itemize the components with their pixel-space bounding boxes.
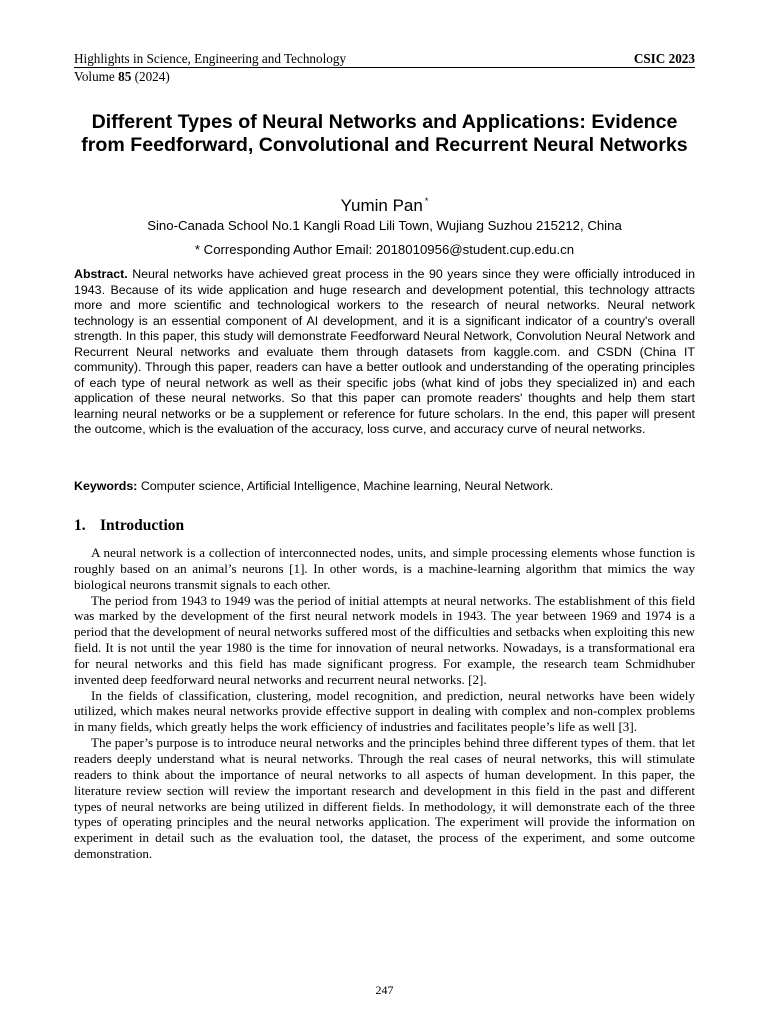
paragraph: In the fields of classification, clustering, model recognition, and prediction, neural networks have been widely utilized, which makes neural networks provide effective support in dealing with complex and non-complex problems in many fields, which greatly helps the work efficiency of industries and facilitates people’s life as well [3]. [74,687,695,735]
volume-number: 85 [118,69,132,84]
paragraph: The period from 1943 to 1949 was the period of initial attempts at neural networks. The establishment of this field was marked by the development of the first neural network models in 1943. The year between 1969 and 1974 is a period that the development of neural networks suffered most of the difficulties and setbacks when exploiting this new field. It is not until the year 1980 is the time for innovation of neural networks. Nowadays, is a transformational era for neural networks and this field has made significant progress. For example, the research team Schmidhuber invented deep feedforward neural networks and recurrent neural networks. [2]. [74,592,695,687]
abstract [74,267,695,438]
header-row [74,51,695,68]
keywords [74,479,695,495]
keywords-label: Keywords: [74,479,138,493]
running-header [74,51,695,84]
volume-line [74,69,695,84]
journal-name: Highlights in Science, Engineering and Technology [74,51,347,66]
conference-name: CSIC 2023 [633,51,695,66]
corresponding-email: * Corresponding Author Email: 2018010956@student.cup.edu.cn [194,242,575,257]
paragraph: A neural network is a collection of interconnected nodes, units, and simple processing elements whose function is roughly based on an animal’s neurons [1]. In other words, is a machine-learning algorithm that mimics the way biological neurons transmit signals to each other. [74,545,695,592]
volume-year: (2024) [134,69,170,84]
abstract-text: Neural networks have achieved great process in the 90 years since they were officially introduced in 1943. Because of its wide application and huge research and development potential, this technology attracts more and more scientific and technological workers to the research of neural networks. Neural network technology is an essential component of AI development, and it is a significant indicator of a country's overall strength. In this paper, this study will demonstrate Feedforward Neural Network, Convolution Neural Network and Recurrent Neural networks and evaluate them through datasets from kaggle.com. and CSDN (China IT community). Through this paper, readers can have a better outlook and understanding of the operating principles of each type of neural network as well as their specific jobs (what kind of jobs they specialized in) and each application of these neural networks. So that this paper can promote readers' thoughts and help them start learning neural networks or be a supplement or reference for future scholars. In the end, this paper will present the outcome, which is the evaluation of the accuracy, loss curve, and accuracy curve of neural networks. [74,267,695,437]
author-name: Yumin Pan [340,196,423,215]
paragraph: The paper’s purpose is to introduce neural networks and the principles behind three different types of them. that let readers deeply understand what is neural networks. Through the real cases of neural networks, this will stimulate readers to think about the importance of neural networks to all aspects of human development. In this paper, the literature review section will review the important research and development in this field in the past and different types of neural networks are being utilized in different fields. In methodology, it will demonstrate each of the three types of operating principles and the neural networks application. The experiment will provide the information on experiment in detail such as the evaluation tool, the dataset, the process of the experiment, and some outcome demonstration. [74,735,695,862]
section-number: 1. [74,517,86,534]
keywords-text: Computer science, Artificial Intelligence, Machine learning, Neural Network. [140,479,554,493]
corresponding-mark: * [424,196,429,206]
page-number: 247 [375,983,394,997]
abstract-label: Abstract. [74,267,128,281]
author-affiliation: Sino-Canada School No.1 Kangli Road Lili Town, Wujiang Suzhou 215212, China [147,218,622,233]
volume-label: Volume [74,69,115,84]
section-heading [74,517,695,535]
body-text [74,545,695,862]
author-line [74,191,695,216]
paper-title: Different Types of Neural Networks and Applications: Evidence from Feedforward, Convolutional and Recurrent Neural Networks [81,111,688,156]
section-title: Introduction [100,517,185,534]
